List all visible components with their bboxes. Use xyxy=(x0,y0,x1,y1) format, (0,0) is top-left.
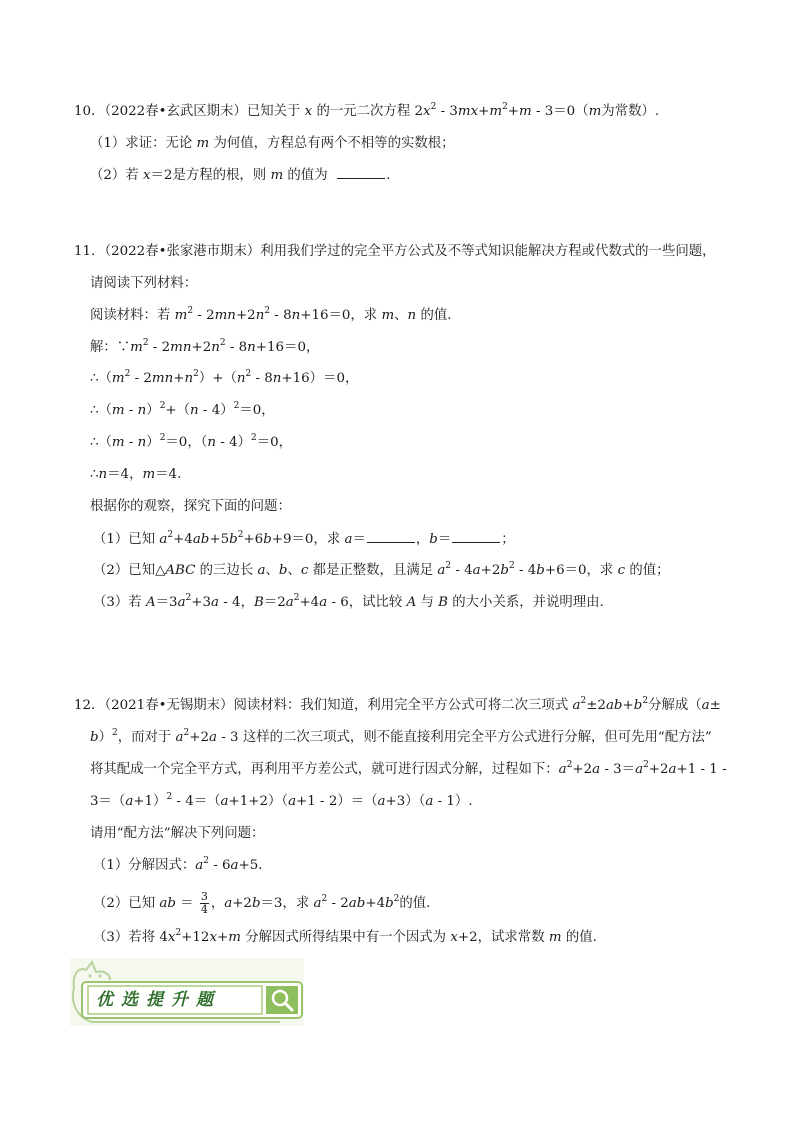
answer-blank[interactable] xyxy=(337,166,385,179)
q11-material: 阅读材料：若 $m^2 - 2mn+2n^2 - 8n+16=0$，求 m、n 的值. xyxy=(90,306,452,323)
q11-solution-3: ∴（m - n）$^2$+（n - 4）$^2$＝0， xyxy=(90,401,275,418)
q12-please: 请用“配方法”解决下列问题： xyxy=(90,826,265,841)
q12-stem-line3: 将其配成一个完全平方式，再利用平方差公式，就可进行因式分解，过程如下：$a^2+2a - 3=a^2+2a+1 - 1$ - xyxy=(90,760,727,777)
q11-part3: （3）若 $A=3a^2+3a - 4$，$B=2a^2+4a - 6$，试比较 A 与 B 的大小关系，并说明理由. xyxy=(93,593,604,610)
q10-stem: 10．（2022春•玄武区期末）已知关于 x 的一元二次方程 $2x^2 - 3mx+m^2+m - 3=0(m$为常数）. xyxy=(74,102,660,119)
section-banner xyxy=(70,958,304,1026)
q11-part2: （2）已知△ABC 的三边长 a、b、c 都是正整数，且满足 $a^2 - 4a+2b^2 - 4b+6=0$，求 c 的值； xyxy=(93,561,670,578)
q10-part1: （1）求证：无论 m 为何值，方程总有两个不相等的实数根； xyxy=(90,136,455,151)
q12-stem-line4: $3=(a+1)^2 - 4=(a+1+2)(a+1 - 2)=(a+3)(a - 1)$. xyxy=(90,792,473,809)
q12-stem-line1: 12．（2021春•无锡期末）阅读材料：我们知道，利用完全平方公式可将二次三项式 $a^2\pm 2ab+b^2$分解成（a± xyxy=(74,696,721,713)
q11-solution-1: 解：$\because m^2 - 2mn+2n^2 - 8n+16=0$， xyxy=(90,338,320,355)
q12-part1: （1）分解因式：$a^2 - 6a+5$. xyxy=(93,856,263,873)
banner-label: 优选提升题 xyxy=(96,990,221,1010)
q11-solution-4: ∴（m - n）$^2$＝0，（n - 4）$^2$＝0， xyxy=(90,433,293,450)
q11-observe: 根据你的观察，探究下面的问题： xyxy=(90,499,291,514)
q11-solution-2: $\therefore(m^2 - 2mn+n^2)+(n^2 - 8n+16)=0$， xyxy=(90,369,359,386)
q12-stem-line2: b）$^2$，而对于 $a^2+2a - 3$ 这样的二次三项式，则不能直接利用完全平方公式进行分解，但可先用“配方法” xyxy=(90,728,712,745)
q11-part1: （1）已知 $a^2+4ab+5b^2+6b+9=0$，求 a＝ ，b＝ ； xyxy=(93,530,515,547)
answer-blank-b[interactable] xyxy=(452,530,500,543)
q12-part3: （3）若将 $4x^2+12x+m$ 分解因式所得结果中有一个因式为 x+2，试求常数 m 的值. xyxy=(93,928,597,945)
fraction: $\frac{3}{4}$ xyxy=(200,890,208,916)
q11-stem-line1: 11．（2022春•张家港市期末）利用我们学过的完全平方公式及不等式知识能解决方程或代数式的一些问题， xyxy=(74,244,716,259)
q11-solution-5: ∴n＝4，m＝4. xyxy=(90,467,182,482)
q12-part2: （2）已知 ab ＝ $\frac{3}{4}$ ，a+2b＝3，求 $a^2 - 2ab+4b^2$的值. xyxy=(93,890,431,916)
q11-stem-line2: 请阅读下列材料： xyxy=(90,276,198,291)
q10-part2: （2）若 x＝2是方程的根，则 m 的值为 . xyxy=(90,168,391,183)
answer-blank-a[interactable] xyxy=(367,530,415,543)
